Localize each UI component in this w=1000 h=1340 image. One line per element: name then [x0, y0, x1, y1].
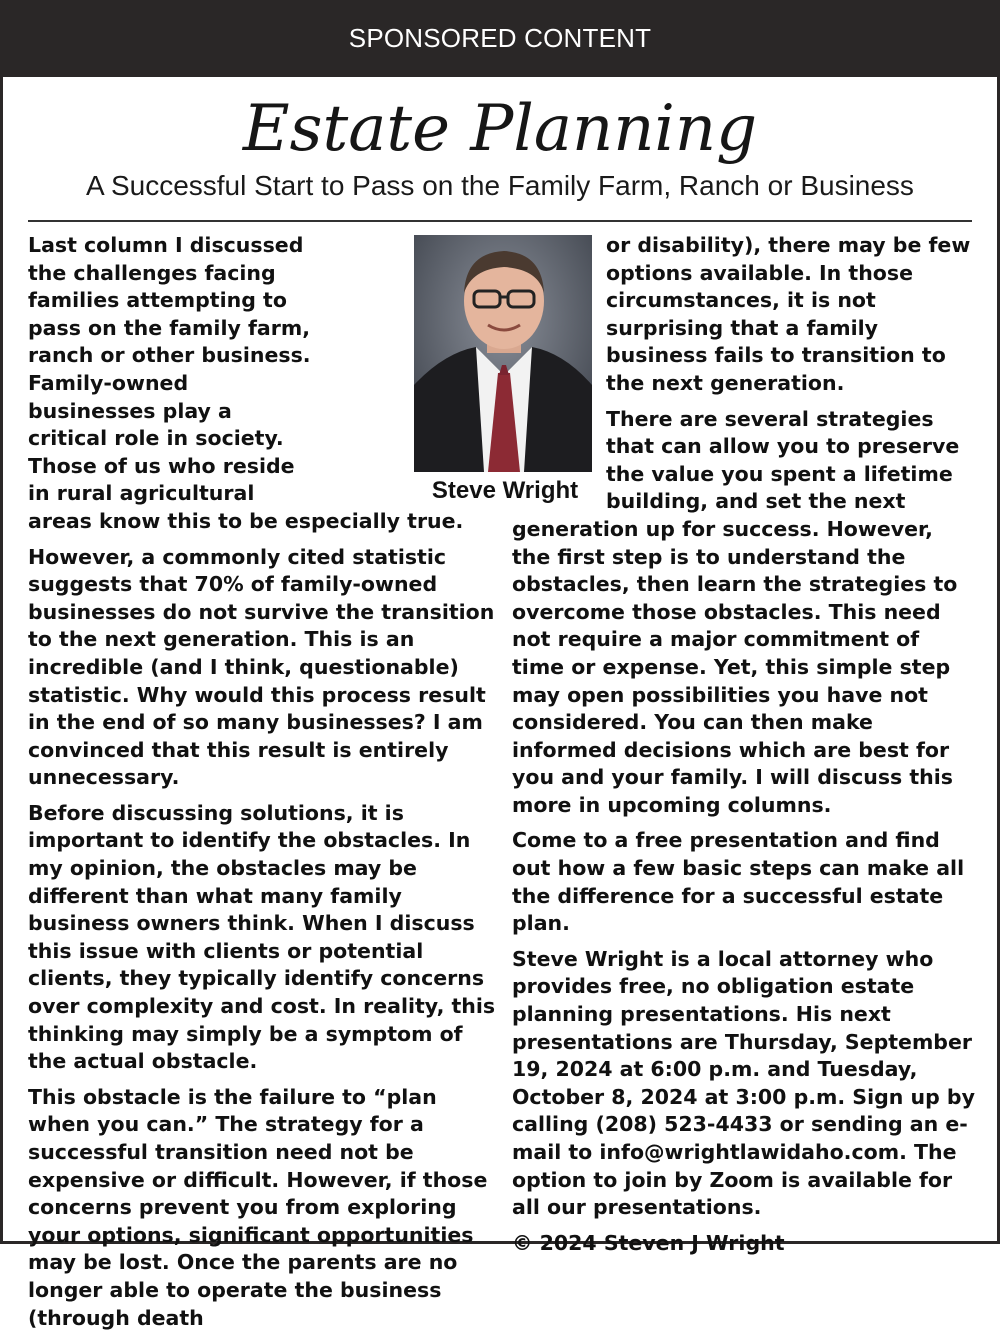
- paragraph: or disability), there may be few options available. In those circumstances, it is not surprising that a family business fails to transition to the next generation.: [606, 233, 971, 395]
- paragraph: Come to a free presentation and find out how a few basic steps can make all the difference for a successful estate plan.: [512, 828, 965, 936]
- paragraph: This obstacle is the failure to “plan when you can.” The strategy for a successful transition need not be expensive or difficult. However, if those concerns prevent you from exploring your options, significant opportunities may be lost. Once the parents are no longer able to operate the business (through death: [28, 1084, 488, 1330]
- article-subtitle: A Successful Start to Pass on the Family Farm, Ranch or Business: [86, 170, 914, 201]
- paragraph: Last column I discussed the challenges facing families attempting to pass on the family farm, ranch or other business. Family-owned businesses play a critical role in society. Those of us who reside in rural agricultural areas know this to be especially true.: [28, 233, 464, 533]
- paragraph: However, a commonly cited statistic suggests that 70% of family-owned businesses do not survive the transition to the next generation. This is an incredible (and I think, questionable) statistic. Why would this process result in the end of so many businesses? I am convinced that this result is entirely unnecessary.: [28, 544, 495, 790]
- paragraph: There are several strategies that can allow you to preserve the value you spent a lifetime building, and set the next generation up for success. However, the first step is to understand the obstacles, then learn the strategies to overcome those obstacles. This need not require a major commitment of time or expense. Yet, this simple step may open possibilities you have not considered. You can then make informed decisions which are best for you and your family. I will discuss this more in upcoming columns.: [512, 406, 960, 817]
- paragraph: Steve Wright is a local attorney who provides free, no obligation estate planning presentations. His next presentations are Thursday, September 19, 2024 at 6:00 p.m. and Tuesday, October 8, 2024 at 3:00 p.m. Sign up by calling (208) 523-4433 or sending an e-mail to info@wrightlawidaho.com. The option to join by Zoom is available for all our presentations.: [512, 946, 975, 1220]
- copyright: © 2024 Steven J Wright: [512, 1230, 785, 1255]
- photo-caption: Steve Wright: [431, 477, 579, 504]
- article-title: Estate Planning: [242, 92, 758, 166]
- sponsored-banner: SPONSORED CONTENT: [0, 0, 1000, 77]
- author-photo: [414, 235, 592, 472]
- divider: [28, 220, 972, 222]
- paragraph: Before discussing solutions, it is important to identify the obstacles. In my opinion, the obstacles may be different than what many family business owners think. When I discuss this issue with clients or potential clients, they typically identify concerns over complexity and cost. In reality, this thinking may simply be a symptom of the actual obstacle.: [28, 800, 496, 1074]
